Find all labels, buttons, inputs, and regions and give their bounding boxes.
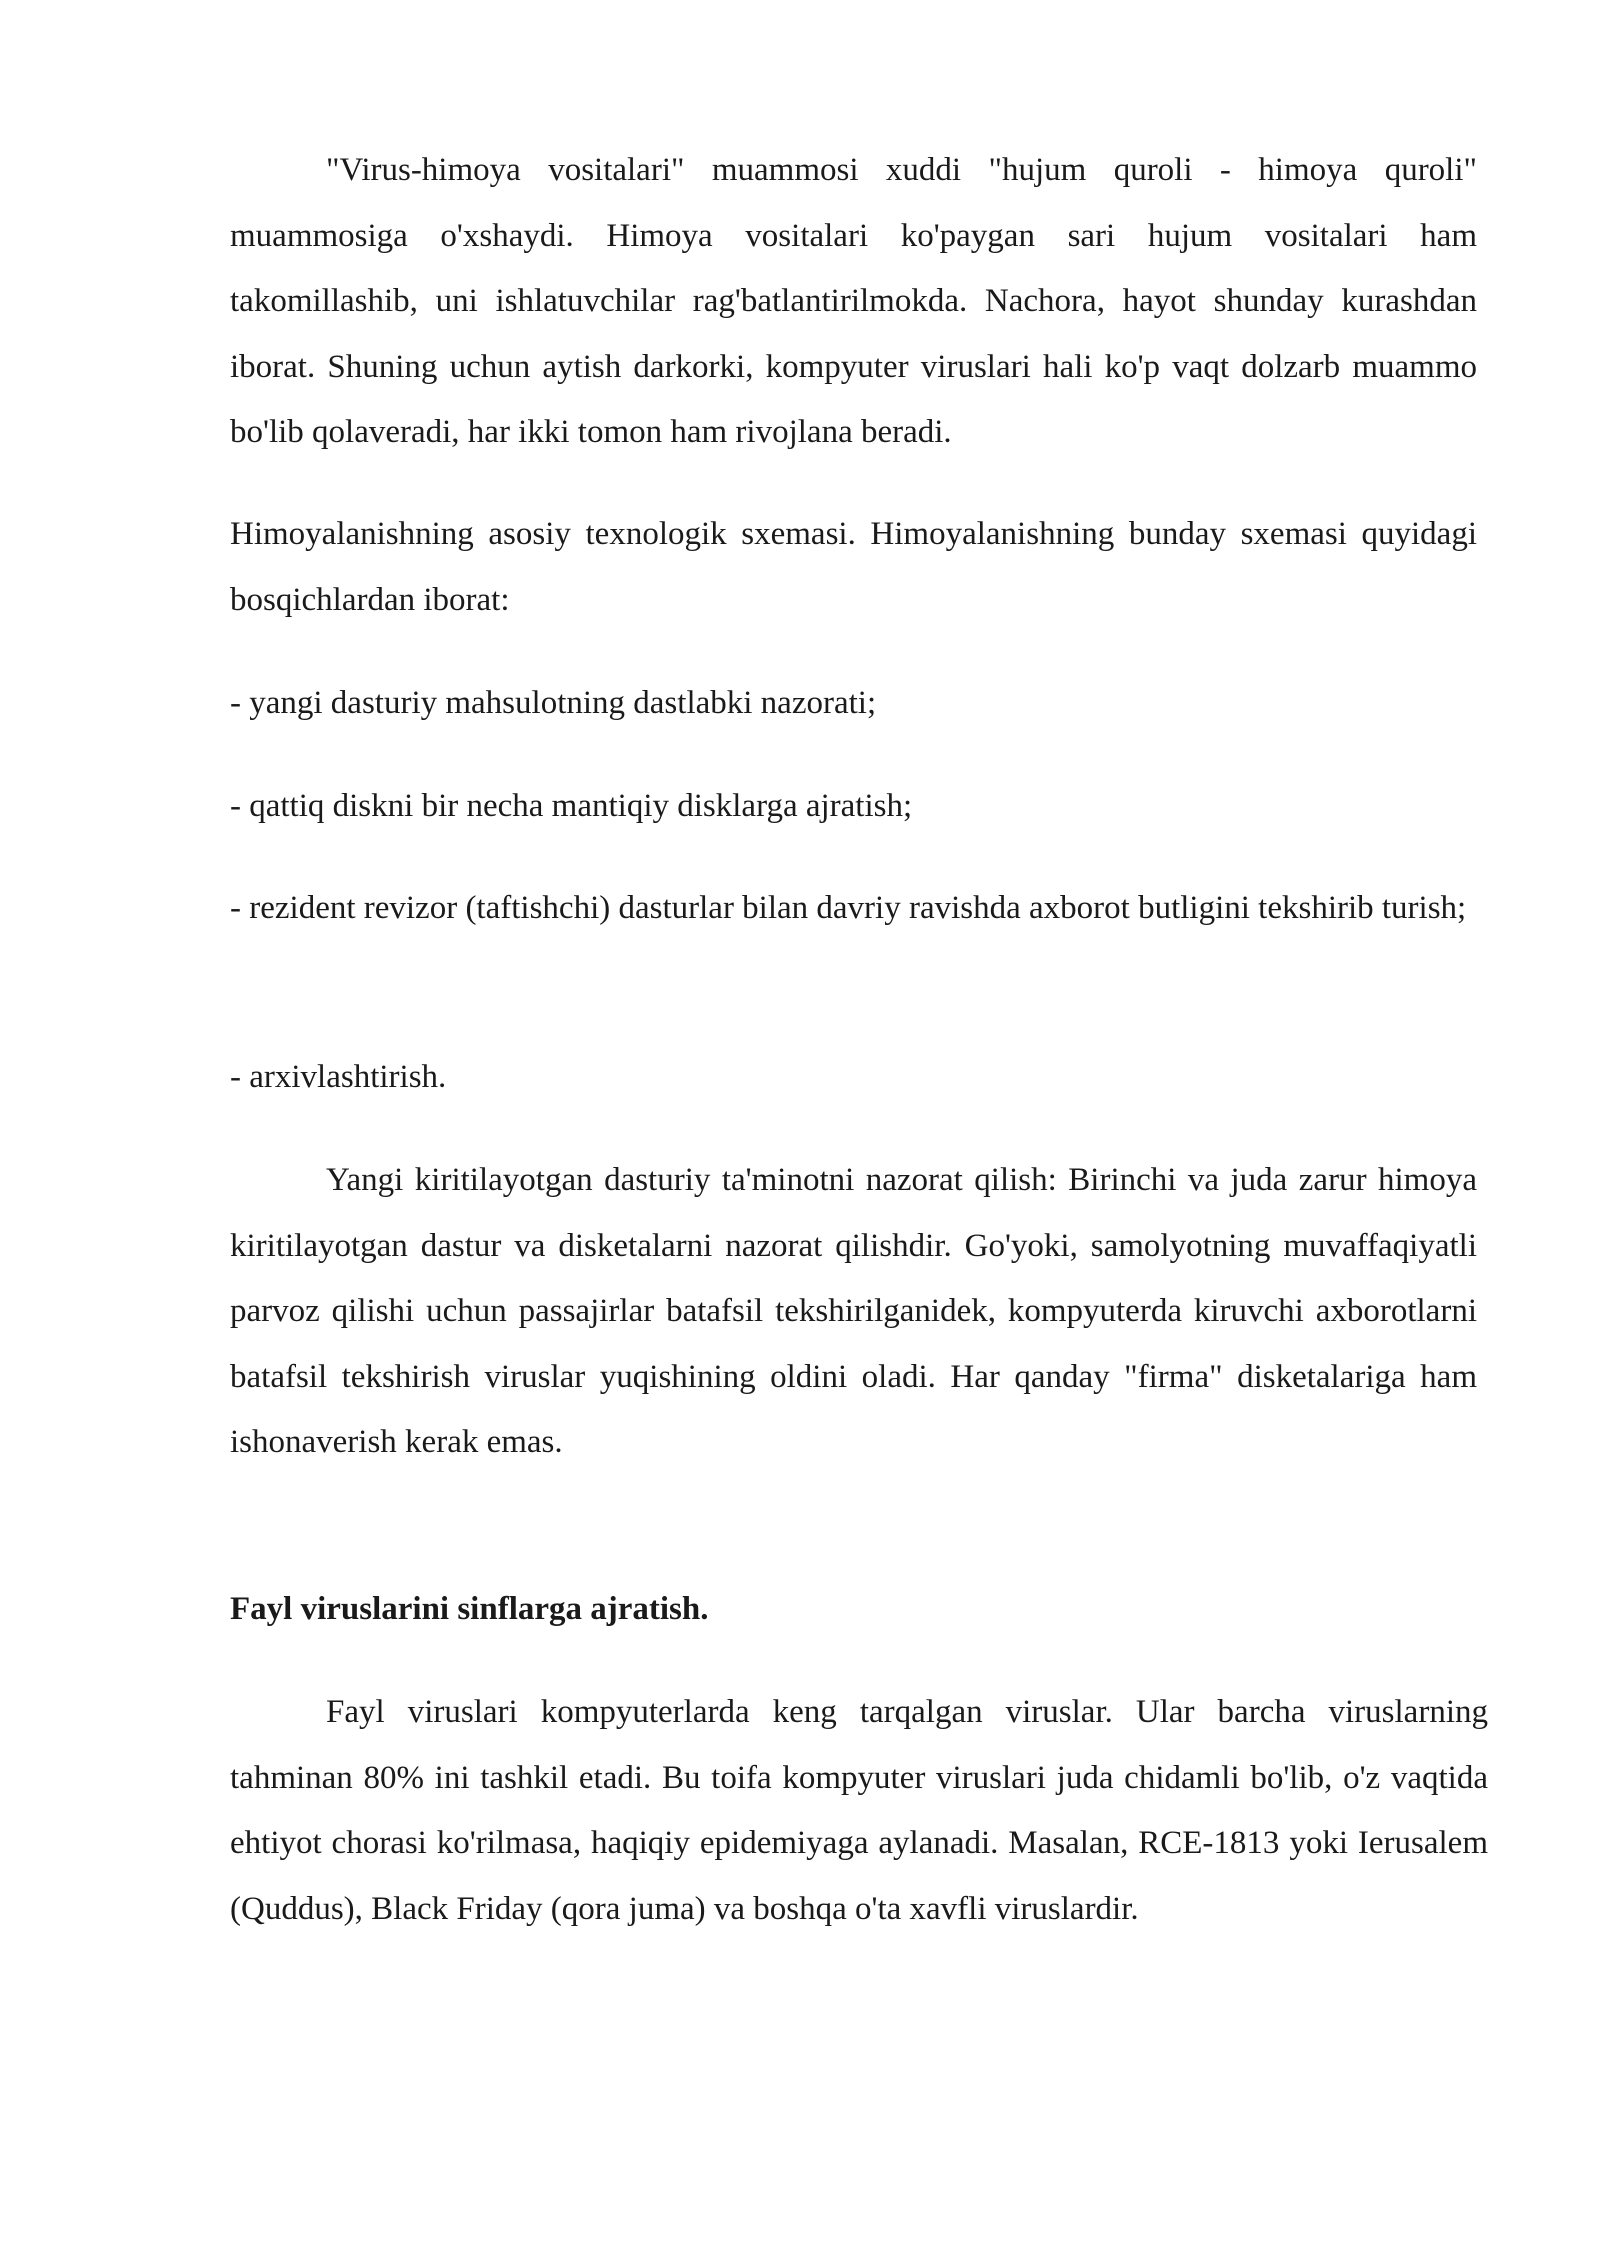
paragraph-file-viruses: Fayl viruslari kompyuterlarda keng tarqalgan viruslar. Ular barcha viruslarning tahminan 80% ini tashkil etadi. Bu toifa kompyuter viruslari juda chidamli bo'lib, o'z vaqtida ehtiyot chorasi ko'rilmasa, haqiqiy epidemiyaga aylanadi. Masalan, RCE-1813 yoki Ierusalem (Quddus), Black Friday (qora juma) va boshqa o'ta xavfli viruslardir. <box>230 1694 1488 1927</box>
paragraph-protection-scheme: Himoyalanishning asosiy texnologik sxemasi. Himoyalanishning bunday sxemasi quyidagi bosqichlardan iborat: <box>230 516 1477 618</box>
list-item-resident-revisor: - rezident revizor (taftishchi) dasturlar bilan davriy ravishda axborot butligini tekshirib turish; <box>230 890 1467 926</box>
list-item-initial-control: - yangi dasturiy mahsulotning dastlabki nazorati; <box>230 685 877 721</box>
paragraph-virus-protection: "Virus-himoya vositalari" muammosi xuddi "hujum quroli - himoya quroli" muammosiga o'xshaydi. Himoya vositalari ko'paygan sari hujum vositalari ham takomillashib, uni ishlatuvchilar rag'batlantirilmokda. Nachora, hayot shunday kurashdan iborat. Shuning uchun aytish darkorki, kompyuter viruslari hali ko'p vaqt dolzarb muammo bo'lib qolaveradi, har ikki tomon ham rivojlana beradi. <box>230 152 1477 450</box>
list-item-disk-partitioning: - qattiq diskni bir necha mantiqiy disklarga ajratish; <box>230 788 913 824</box>
paragraph-new-software-control: Yangi kiritilayotgan dasturiy ta'minotni nazorat qilish: Birinchi va juda zarur himoya kiritilayotgan dastur va disketalarni nazorat qilishdir. Go'yoki, samolyotning muvaffaqiyatli parvoz qilishi uchun passajirlar batafsil tekshirilganidek, kompyuterda kiruvchi axborotlarni batafsil tekshirish viruslar yuqishining oldini oladi. Har qanday "firma" disketalariga ham ishonaverish kerak emas. <box>230 1162 1477 1460</box>
section-heading-file-viruses: Fayl viruslarini sinflarga ajratish. <box>230 1591 709 1627</box>
list-item-archiving: - arxivlashtirish. <box>230 1059 447 1095</box>
